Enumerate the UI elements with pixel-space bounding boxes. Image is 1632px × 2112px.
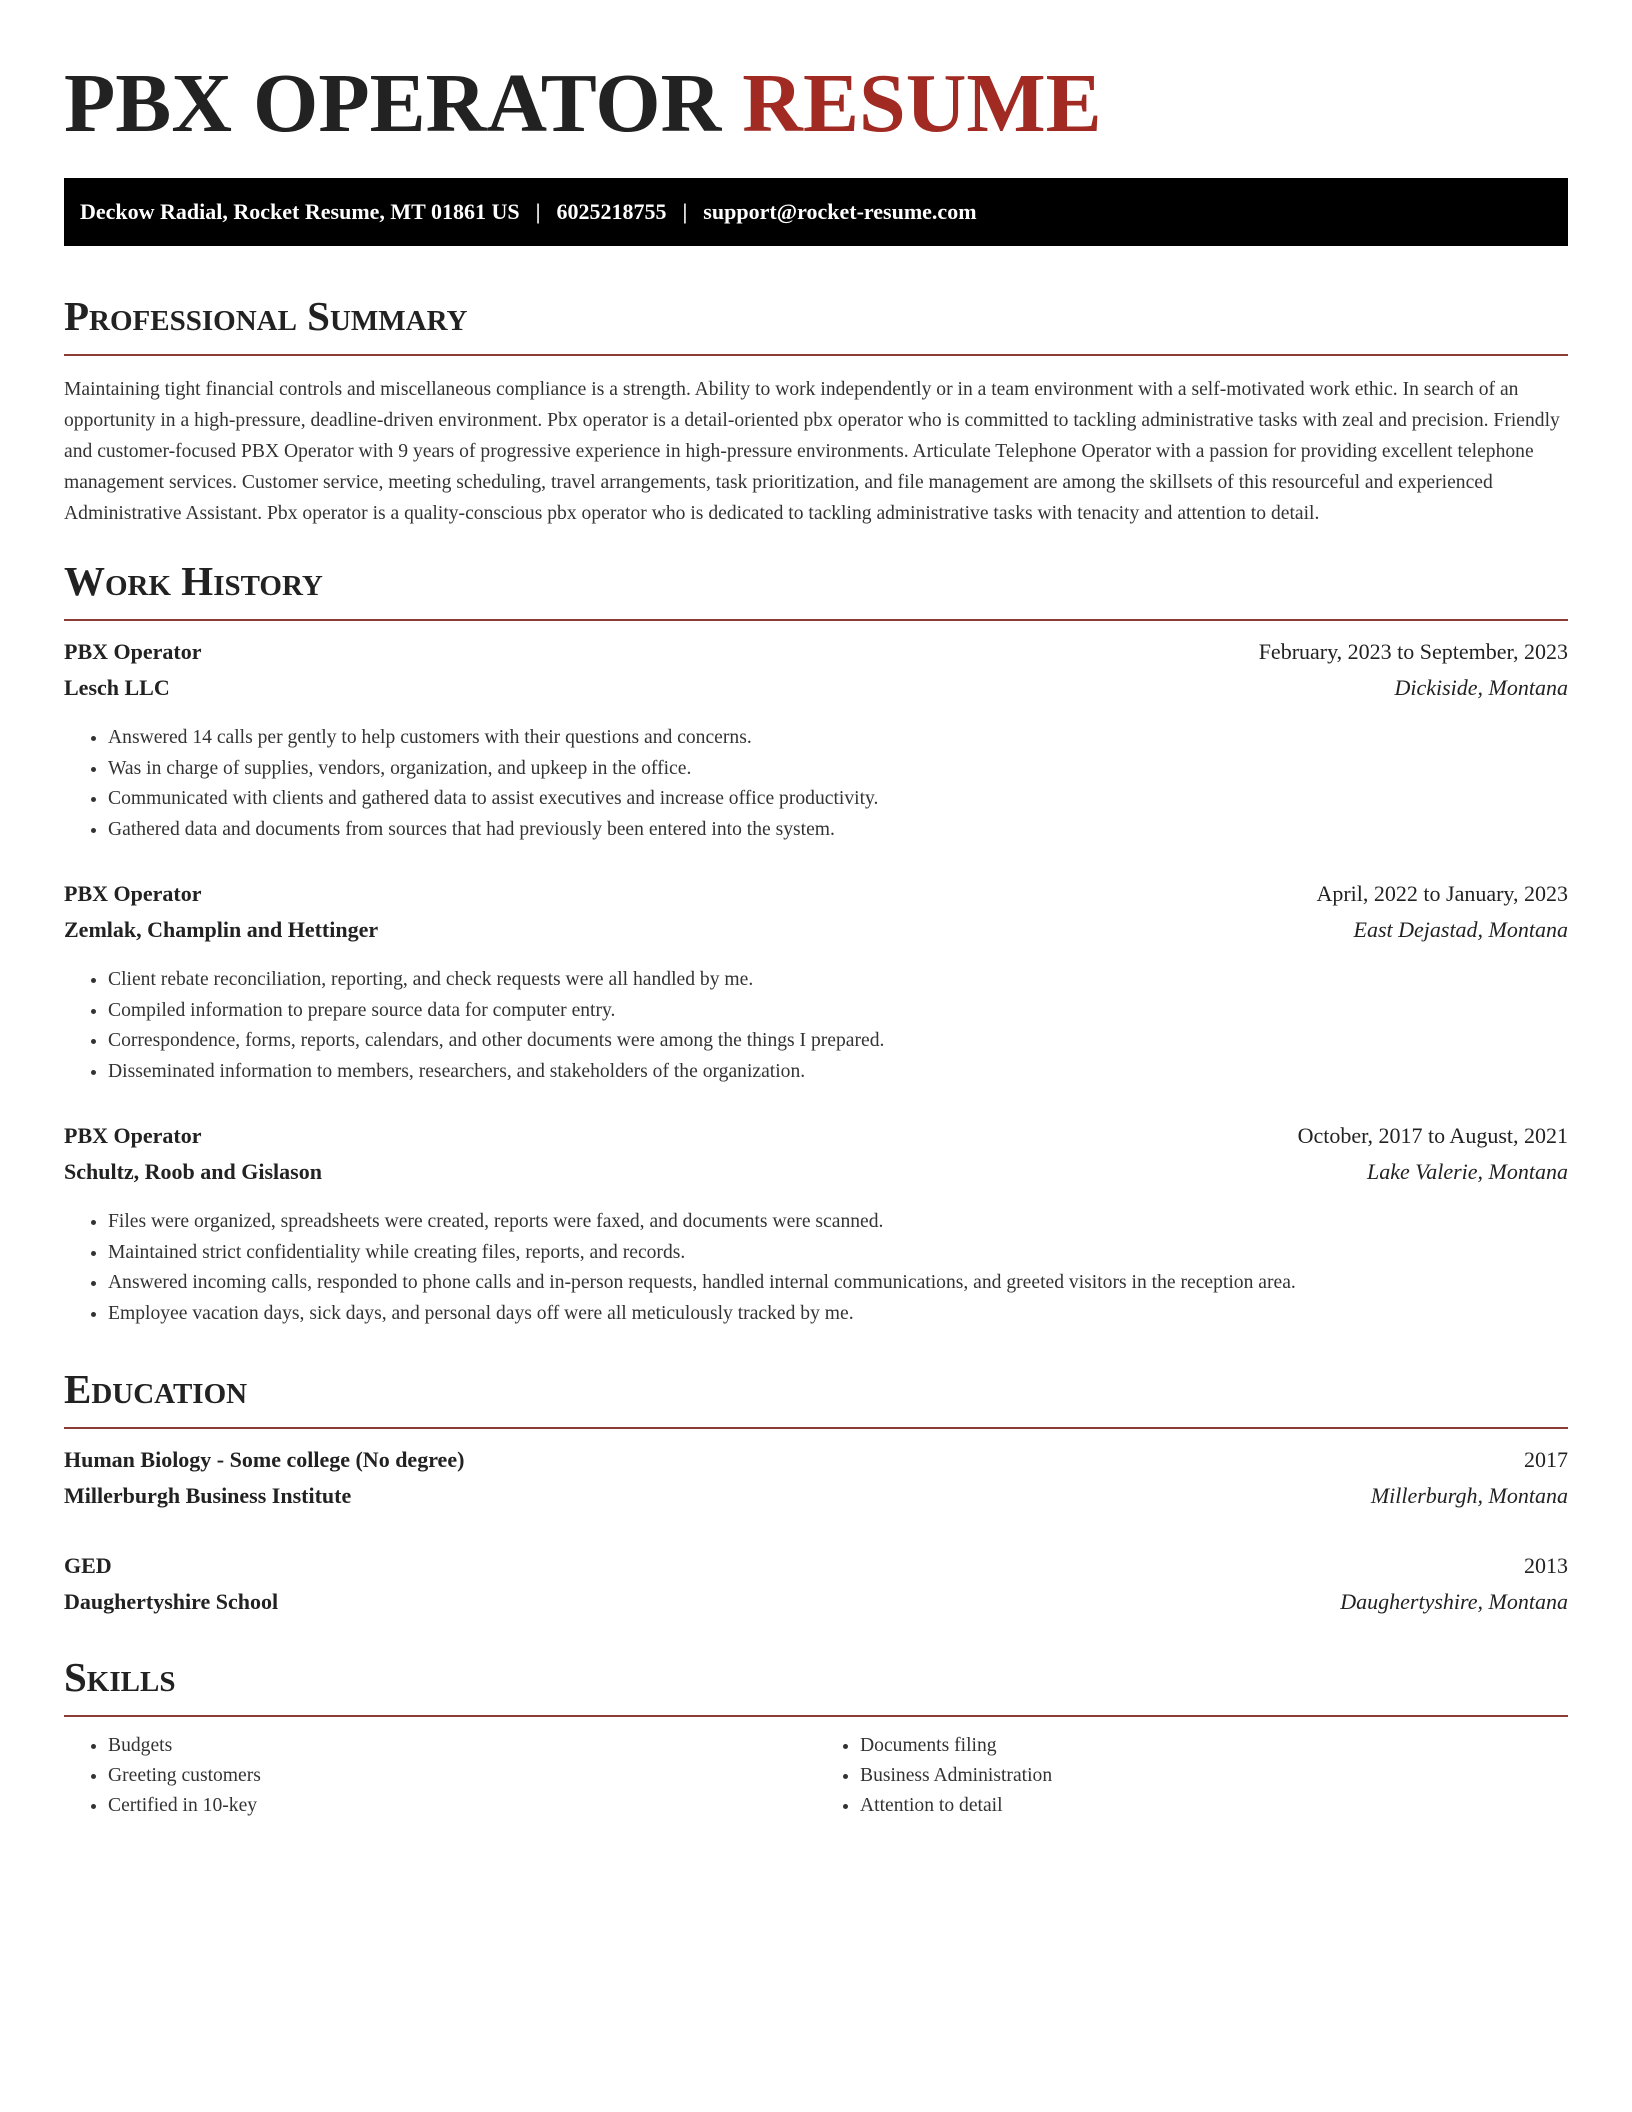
education-school-row bbox=[64, 1483, 1568, 1519]
job-location: Lake Valerie, Montana bbox=[1366, 1159, 1568, 1184]
contact-email: support@rocket-resume.com bbox=[703, 199, 977, 224]
job-company-row bbox=[64, 675, 1568, 711]
job-dates: February, 2023 to September, 2023 bbox=[1258, 639, 1568, 664]
education-year: 2017 bbox=[1524, 1447, 1568, 1472]
job-bullet: • Correspondence, forms, reports, calendars, and other documents were among the things I prepared. bbox=[108, 1026, 1568, 1057]
job-bullet: • Client rebate reconciliation, reporting, and check requests were all handled by me. bbox=[108, 965, 1568, 996]
job-header-row bbox=[64, 1123, 1568, 1159]
section-divider bbox=[64, 619, 1568, 621]
contact-phone: 6025218755 bbox=[556, 199, 667, 224]
section-divider bbox=[64, 1715, 1568, 1717]
job-company: Zemlak, Champlin and Hettinger bbox=[64, 917, 379, 942]
job-bullets bbox=[64, 1207, 1568, 1329]
skill-item: • Certified in 10-key bbox=[108, 1791, 816, 1821]
job-bullets bbox=[64, 965, 1568, 1087]
job-entry bbox=[64, 639, 1568, 845]
education-location: Millerburgh, Montana bbox=[1370, 1483, 1568, 1508]
resume-title bbox=[64, 54, 1568, 154]
job-title: PBX Operator bbox=[64, 881, 202, 906]
education-location: Daughertyshire, Montana bbox=[1340, 1589, 1568, 1614]
contact-bar bbox=[64, 178, 1568, 246]
job-bullet: • Answered incoming calls, responded to phone calls and in-person requests, handled internal communications, and greeted visitors in the reception area. bbox=[108, 1268, 1568, 1299]
section-divider bbox=[64, 1427, 1568, 1429]
job-company: Lesch LLC bbox=[64, 675, 170, 700]
job-bullet: • Employee vacation days, sick days, and personal days off were all meticulously tracked by me. bbox=[108, 1299, 1568, 1330]
job-company-row bbox=[64, 1159, 1568, 1195]
job-bullet: • Compiled information to prepare source data for computer entry. bbox=[108, 996, 1568, 1027]
job-bullet: • Files were organized, spreadsheets were created, reports were faxed, and documents were scanned. bbox=[108, 1207, 1568, 1238]
title-main: PBX OPERATOR bbox=[64, 57, 722, 150]
summary-heading: Professional Summary bbox=[64, 293, 468, 339]
skill-item: • Documents filing bbox=[860, 1731, 1568, 1761]
education-heading: Education bbox=[64, 1366, 248, 1412]
education-entry bbox=[64, 1553, 1568, 1625]
title-accent: RESUME bbox=[742, 57, 1102, 150]
job-company: Schultz, Roob and Gislason bbox=[64, 1159, 322, 1184]
education-degree: GED bbox=[64, 1553, 112, 1578]
job-bullet: • Was in charge of supplies, vendors, organization, and upkeep in the office. bbox=[108, 754, 1568, 785]
skill-item: • Business Administration bbox=[860, 1761, 1568, 1791]
summary-text: Maintaining tight financial controls and miscellaneous compliance is a strength. Ability to work independently or in a team environment with a self-motivated work ethic. In search of an opportunity in a high-pressure, deadline-driven environment. Pbx operator is a detail-oriented pbx operator who is committed to tackling administrative tasks with zeal and precision. Friendly and customer-focused PBX Operator with 9 years of progressive experience in high-pressure environments. Articulate Telephone Operator with a passion for providing excellent telephone management services. Customer service, meeting scheduling, travel arrangements, task prioritization, and file management are among the skillsets of this resourceful and experienced Administrative Assistant. Pbx operator is a quality-conscious pbx operator who is dedicated to tackling administrative tasks with tenacity and attention to detail. bbox=[64, 379, 1560, 524]
job-title: PBX Operator bbox=[64, 1123, 202, 1148]
job-bullet: • Answered 14 calls per gently to help customers with their questions and concerns. bbox=[108, 723, 1568, 754]
contact-separator: | bbox=[535, 199, 541, 224]
job-header-row bbox=[64, 639, 1568, 675]
education-degree: Human Biology - Some college (No degree) bbox=[64, 1447, 465, 1472]
work-history-heading: Work History bbox=[64, 558, 323, 604]
job-entry bbox=[64, 881, 1568, 1087]
job-title: PBX Operator bbox=[64, 639, 202, 664]
education-school-row bbox=[64, 1589, 1568, 1625]
contact-address: Deckow Radial, Rocket Resume, MT 01861 US bbox=[80, 199, 520, 224]
job-header-row bbox=[64, 881, 1568, 917]
education-entry bbox=[64, 1447, 1568, 1519]
skill-item: • Budgets bbox=[108, 1731, 816, 1761]
job-entry bbox=[64, 1123, 1568, 1329]
job-location: East Dejastad, Montana bbox=[1353, 917, 1568, 942]
job-dates: October, 2017 to August, 2021 bbox=[1297, 1123, 1568, 1148]
skills-heading: Skills bbox=[64, 1654, 176, 1700]
resume-page bbox=[64, 0, 1568, 1821]
job-bullet: • Disseminated information to members, researchers, and stakeholders of the organization. bbox=[108, 1057, 1568, 1088]
skills-list bbox=[64, 1731, 1568, 1821]
education-degree-row bbox=[64, 1553, 1568, 1589]
education-school: Daughertyshire School bbox=[64, 1589, 279, 1614]
skills-column-left bbox=[64, 1731, 816, 1821]
job-bullet: • Communicated with clients and gathered data to assist executives and increase office productivity. bbox=[108, 784, 1568, 815]
section-divider bbox=[64, 354, 1568, 356]
contact-separator: | bbox=[682, 199, 688, 224]
job-bullet: • Maintained strict confidentiality while creating files, reports, and records. bbox=[108, 1238, 1568, 1269]
education-degree-row bbox=[64, 1447, 1568, 1483]
job-bullet: • Gathered data and documents from sources that had previously been entered into the system. bbox=[108, 815, 1568, 846]
skill-item: • Greeting customers bbox=[108, 1761, 816, 1791]
job-company-row bbox=[64, 917, 1568, 953]
education-school: Millerburgh Business Institute bbox=[64, 1483, 352, 1508]
job-bullets bbox=[64, 723, 1568, 845]
job-location: Dickiside, Montana bbox=[1394, 675, 1568, 700]
job-dates: April, 2022 to January, 2023 bbox=[1316, 881, 1568, 906]
education-year: 2013 bbox=[1524, 1553, 1568, 1578]
skill-item: • Attention to detail bbox=[860, 1791, 1568, 1821]
skills-column-right bbox=[816, 1731, 1568, 1821]
